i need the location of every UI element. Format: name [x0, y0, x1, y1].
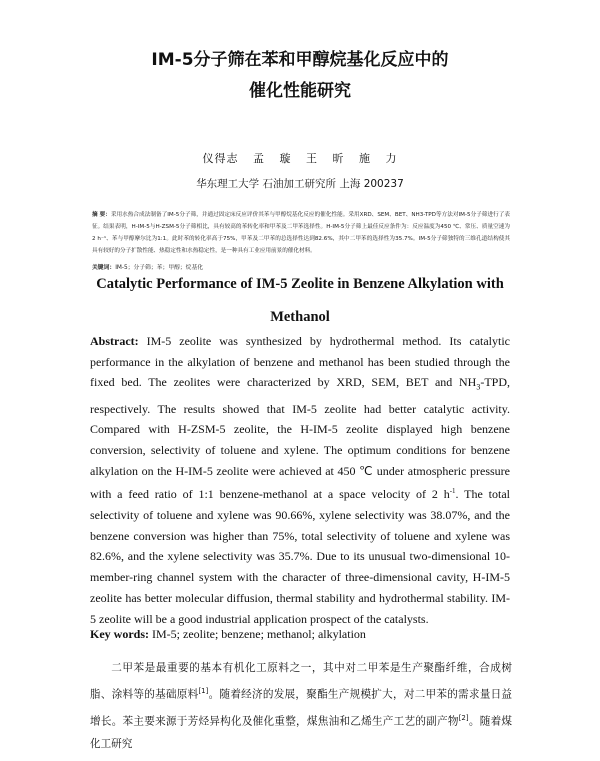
abstract-en-text-a: IM-5 zeolite was synthesized by hydrothermal method. Its catalytic performance in the alkylation of benzene and methanol has been studied through the fixed bed. The zeolites were characterized by XRD, SEM, BET and NH: [90, 334, 511, 390]
keywords-cn-label: 关键词：: [92, 265, 116, 271]
abstract-en-text-b: -TPD, respectively. The results showed that IM-5 zeolite had better catalytic activity. Compared with H-ZSM-5 zeolite, the H-IM-5 zeolite displayed high benzene conversion, selectivity of toluene and xylene. The optimum conditions for benzene alkylation on the H-IM-5 zeolite were achieved at 450 ℃ under atmospheric pressure with a feed ratio of 1:1 benzene-methanol at a space velocity of 2 h: [90, 375, 510, 502]
title-en-line1: Catalytic Performance of IM-5 Zeolite in Benzene Alkylation with: [96, 276, 504, 292]
affiliation-cn: 华东理工大学 石油加工研究所 上海 200237: [196, 178, 404, 190]
body-cn-ref1: [1]: [198, 687, 209, 695]
abstract-cn-label: 摘 要：: [92, 212, 111, 218]
body-cn-text-b: 。随着经济的发展，聚酯生产规模扩大，对二甲苯的需求量日益增长。苯主要来源于芳烃异构化及催化重整，煤焦油和乙烯生产工艺的副产物: [90, 688, 513, 728]
title-cn-line1: IM-5分子筛在苯和甲醇烷基化反应中的: [151, 50, 449, 70]
body-cn-text-a: 二甲苯是最重要的基本有机化工原料之一，其中对二甲苯是生产聚酯纤维，合成树脂、涂料等的基础原料: [90, 662, 512, 701]
abstract-en: [90, 331, 510, 629]
abstract-en-label: Abstract:: [90, 334, 139, 348]
keywords-en-text: IM-5; zeolite; benzene; methanol; alkylation: [152, 627, 366, 641]
keywords-en: [90, 627, 510, 642]
abstract-cn: [92, 210, 510, 258]
abstract-en-sub-3: 3: [476, 382, 481, 392]
authors-cn: 仪得志 孟 璇 王 昕 施 力: [202, 152, 398, 165]
body-cn-ref2: [2]: [458, 713, 469, 722]
keywords-cn: [92, 262, 510, 271]
abstract-en-text-c: . The total selectivity of toluene and xylene was 90.66%, xylene selectivity was 38.07%, and the benzene conversion was higher than 75%, total selectivity of toluene and xylene was 82.6%, and the xylene selectivity was 35.7%. Due to its unusual two-dimensional 10-member-ring channel system with the character of three-dimensional cavity, H-IM-5 zeolite has better molecular diffusion, thermal stability and hydrothermal stability. IM-5 zeolite will be a good industrial application prospect of the catalysts.: [90, 487, 510, 626]
keywords-en-label: Key words:: [90, 627, 149, 641]
body-paragraph-cn: [90, 657, 512, 756]
abstract-en-sup: -1: [449, 487, 456, 496]
keywords-cn-text: IM-5；分子筛；苯；甲醇；烷基化: [115, 265, 204, 271]
title-cn-line2: 催化性能研究: [249, 81, 351, 101]
title-en-line2: Methanol: [270, 309, 330, 325]
abstract-cn-text: 采用水热合成法制备了IM-5分子筛，并通过固定床反应评价其苯与甲醇烷基化反应的催化性能。采用XRD、SEM、BET、NH3-TPD等方法对IM-5分子筛进行了表征。结果表明，H-IM-5与H-ZSM-5分子筛相比，具有较高的苯转化率和甲苯及二甲苯选择性。H-IM-5分子筛上最佳反应条件为：反应温度为450 ℃、常压、质量空速为2 h⁻¹、苯与甲醇摩尔比为1:1。此时苯的转化率高于75%，甲苯及二甲苯的总选择性达到82.6%，其中二甲苯的选择性为35.7%。IM-5分子筛独特的三维孔道结构使其具有较好的分子扩散性能、热稳定性和水热稳定性，是一种具有工业应用前景的催化材料。: [92, 212, 510, 254]
body-cn-text-c: 。随着煤化工研究: [90, 715, 513, 751]
